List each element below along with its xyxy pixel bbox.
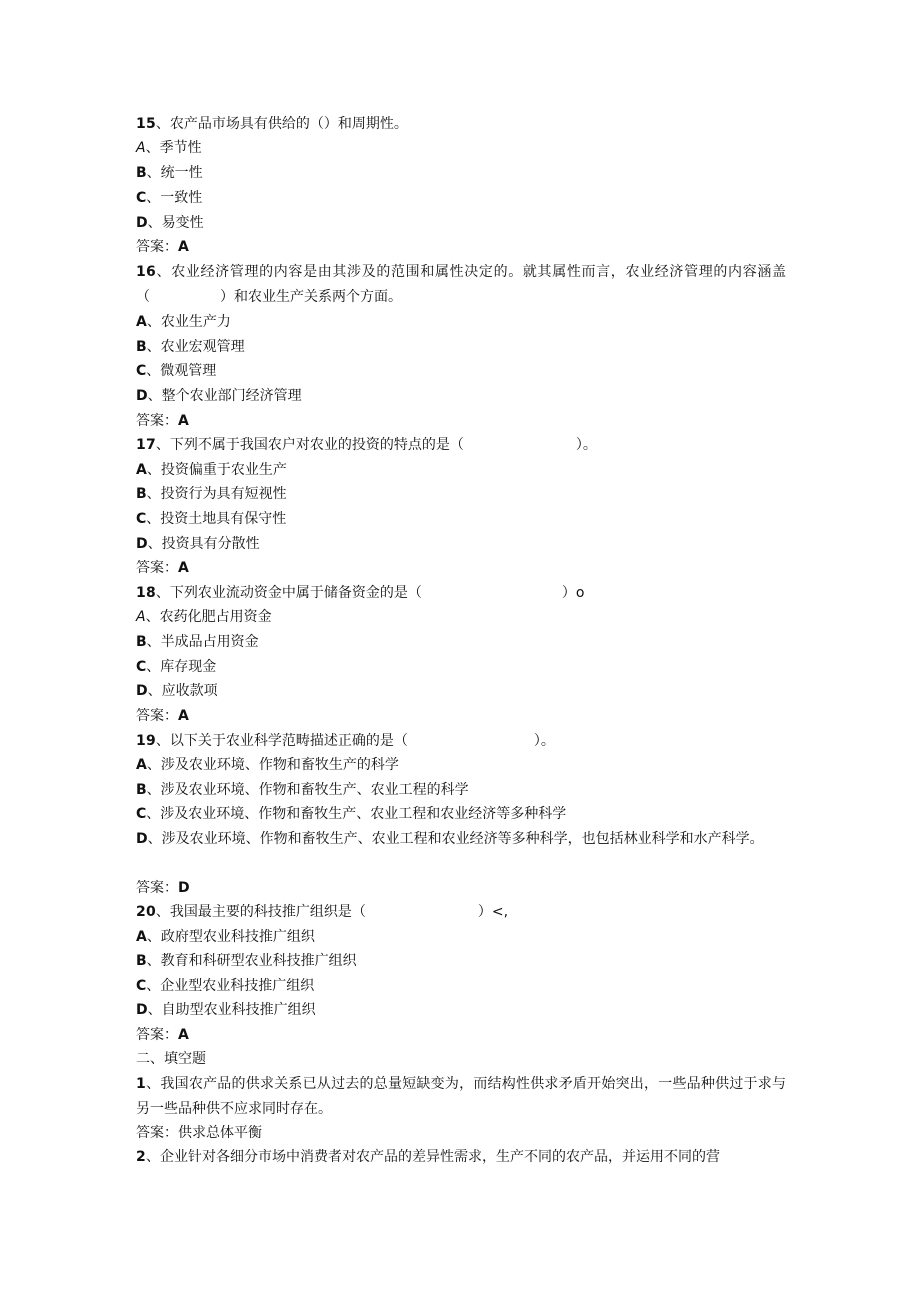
question-16-option-b [136, 335, 786, 360]
option-letter: D [136, 1002, 148, 1018]
option-letter: C [136, 190, 147, 206]
question-17-option-a [136, 458, 786, 483]
option-text: 投资偏重于农业生产 [160, 462, 287, 478]
question-16-stem [136, 260, 786, 309]
option-text: 库存现金 [160, 659, 217, 675]
question-16-option-a [136, 310, 786, 335]
question-text: 以下关于农业科学范畴描述正确的是（ ）。 [169, 733, 555, 749]
option-letter: D [136, 683, 148, 699]
answer-label: 答案： [136, 880, 178, 896]
option-text: 企业型农业科技推广组织 [160, 978, 315, 994]
option-text: 易变性 [161, 215, 204, 231]
separator: 、 [155, 585, 170, 601]
option-text: 农业生产力 [160, 314, 231, 330]
option-letter: A [136, 462, 147, 478]
question-15-option-a [136, 136, 786, 161]
question-20-answer [136, 1023, 786, 1048]
separator: 、 [146, 782, 161, 798]
question-text: 我国农产品的供求关系已从过去的总量短缺变为，而结构性供求矛盾开始突出，一些品种供过于求与另一些品种供不应求同时存在。 [136, 1076, 787, 1117]
question-18-option-d [136, 679, 786, 704]
separator: 、 [155, 264, 172, 280]
question-20-option-c [136, 974, 786, 999]
option-text: 统一性 [160, 165, 203, 181]
option-letter: D [136, 536, 148, 552]
option-letter: C [136, 659, 147, 675]
question-19-option-d [136, 827, 786, 852]
answer-value: A [178, 708, 189, 724]
separator: 、 [147, 215, 162, 231]
question-text: 企业针对各细分市场中消费者对农产品的差异性需求，生产不同的农产品，并运用不同的营 [159, 1149, 720, 1165]
question-20-stem [136, 900, 786, 925]
question-15-option-d [136, 211, 786, 236]
option-text: 农业宏观管理 [160, 339, 245, 355]
separator: 、 [146, 511, 161, 527]
question-17-option-b [136, 482, 786, 507]
option-text: 季节性 [159, 140, 202, 156]
question-number: 15 [136, 116, 156, 132]
question-number: 1 [136, 1076, 146, 1092]
question-20-option-b [136, 949, 786, 974]
question-18-option-c [136, 655, 786, 680]
option-letter: B [136, 953, 147, 969]
separator: 、 [146, 339, 161, 355]
fill-question-1-answer [136, 1121, 786, 1146]
question-20-option-a [136, 925, 786, 950]
section-title: 二、填空题 [136, 1051, 206, 1067]
separator: 、 [147, 683, 162, 699]
separator: 、 [145, 1076, 161, 1092]
separator: 、 [147, 536, 162, 552]
question-17-option-c [136, 507, 786, 532]
option-letter: B [136, 782, 147, 798]
question-19-stem [136, 729, 786, 754]
question-text: 农业经济管理的内容是由其涉及的范围和属性决定的。就其属性而言，农业经济管理的内容涵盖（ ）和农业生产关系两个方面。 [136, 264, 787, 305]
separator: 、 [146, 462, 161, 478]
question-19-option-c [136, 802, 786, 827]
question-number: 17 [136, 437, 156, 453]
fill-question-1-stem [136, 1072, 786, 1121]
option-text: 涉及农业环境、作物和畜牧生产、农业工程和农业经济等多种科学，也包括林业科学和水产科学。 [161, 831, 764, 847]
question-15-answer [136, 235, 786, 260]
option-letter: B [136, 339, 147, 355]
question-15-option-c [136, 186, 786, 211]
option-text: 应收款项 [161, 683, 218, 699]
answer-value: D [178, 880, 190, 896]
answer-value: A [178, 239, 189, 255]
separator: 、 [147, 1002, 162, 1018]
option-text: 投资具有分散性 [161, 536, 260, 552]
option-letter: B [136, 486, 147, 502]
answer-label: 答案： [136, 239, 178, 255]
answer-value: A [178, 1027, 189, 1043]
separator: 、 [146, 314, 161, 330]
question-20-option-d [136, 998, 786, 1023]
option-text: 微观管理 [160, 363, 217, 379]
option-letter: B [136, 634, 147, 650]
option-text: 政府型农业科技推广组织 [160, 929, 315, 945]
answer-label: 答案： [136, 708, 178, 724]
question-17-answer [136, 556, 786, 581]
answer-value: A [178, 560, 189, 576]
option-letter: A [136, 609, 146, 625]
question-19-option-a [136, 753, 786, 778]
separator: 、 [155, 733, 170, 749]
option-text: 一致性 [160, 190, 203, 206]
option-text: 投资行为具有短视性 [160, 486, 287, 502]
option-text: 自助型农业科技推广组织 [161, 1002, 316, 1018]
question-number: 2 [136, 1149, 146, 1165]
separator: 、 [146, 634, 161, 650]
question-18-option-a [136, 605, 786, 630]
fill-question-2-stem [136, 1145, 786, 1170]
option-text: 涉及农业环境、作物和畜牧生产、农业工程和农业经济等多种科学 [160, 806, 567, 822]
answer-value: A [178, 413, 189, 429]
separator: 、 [145, 609, 160, 625]
question-17-option-d [136, 532, 786, 557]
option-text: 教育和科研型农业科技推广组织 [160, 953, 357, 969]
separator: 、 [147, 388, 162, 404]
separator: 、 [145, 140, 160, 156]
separator: 、 [146, 165, 161, 181]
option-letter: D [136, 215, 148, 231]
separator: 、 [155, 904, 170, 920]
separator: 、 [145, 1149, 160, 1165]
separator: 、 [155, 437, 170, 453]
option-text: 半成品占用资金 [160, 634, 259, 650]
separator: 、 [146, 363, 161, 379]
separator: 、 [146, 929, 161, 945]
question-15-stem [136, 112, 786, 137]
separator: 、 [155, 116, 170, 132]
option-letter: C [136, 363, 147, 379]
question-number: 20 [136, 904, 156, 920]
separator: 、 [146, 659, 161, 675]
option-letter: C [136, 806, 147, 822]
option-letter: D [136, 388, 148, 404]
option-letter: A [136, 140, 146, 156]
question-19-option-b [136, 778, 786, 803]
option-letter: C [136, 511, 147, 527]
option-text: 农药化肥占用资金 [159, 609, 272, 625]
answer-label: 答案： [136, 1027, 178, 1043]
question-19-answer [136, 876, 786, 901]
answer-label: 答案： [136, 413, 178, 429]
separator: 、 [146, 486, 161, 502]
question-15-option-b [136, 161, 786, 186]
question-16-answer [136, 409, 786, 434]
separator: 、 [146, 953, 161, 969]
option-letter: A [136, 314, 147, 330]
question-text: 我国最主要的科技推广组织是（ ）<, [169, 904, 509, 920]
answer-label: 答案： [136, 560, 178, 576]
option-letter: A [136, 757, 147, 773]
option-letter: B [136, 165, 147, 181]
question-18-stem [136, 581, 786, 606]
answer-label: 答案： [136, 1125, 178, 1141]
separator: 、 [146, 190, 161, 206]
option-text: 涉及农业环境、作物和畜牧生产的科学 [160, 757, 399, 773]
question-18-answer [136, 704, 786, 729]
separator: 、 [146, 978, 161, 994]
question-text: 农产品市场具有供给的（）和周期性。 [169, 116, 408, 132]
option-letter: C [136, 978, 147, 994]
separator: 、 [146, 806, 161, 822]
question-text: 下列农业流动资金中属于储备资金的是（ ）o [169, 585, 585, 601]
question-16-option-c [136, 359, 786, 384]
question-16-option-d [136, 384, 786, 409]
option-text: 整个农业部门经济管理 [161, 388, 302, 404]
question-text: 下列不属于我国农户对农业的投资的特点的是（ ）。 [169, 437, 597, 453]
question-number: 18 [136, 585, 156, 601]
answer-value: 供求总体平衡 [178, 1125, 262, 1141]
option-letter: A [136, 929, 147, 945]
option-text: 涉及农业环境、作物和畜牧生产、农业工程的科学 [160, 782, 469, 798]
question-number: 16 [136, 264, 156, 280]
option-letter: D [136, 831, 148, 847]
separator: 、 [147, 831, 162, 847]
option-text: 投资土地具有保守性 [160, 511, 287, 527]
separator: 、 [146, 757, 161, 773]
question-17-stem [136, 433, 786, 458]
question-number: 19 [136, 733, 156, 749]
question-18-option-b [136, 630, 786, 655]
